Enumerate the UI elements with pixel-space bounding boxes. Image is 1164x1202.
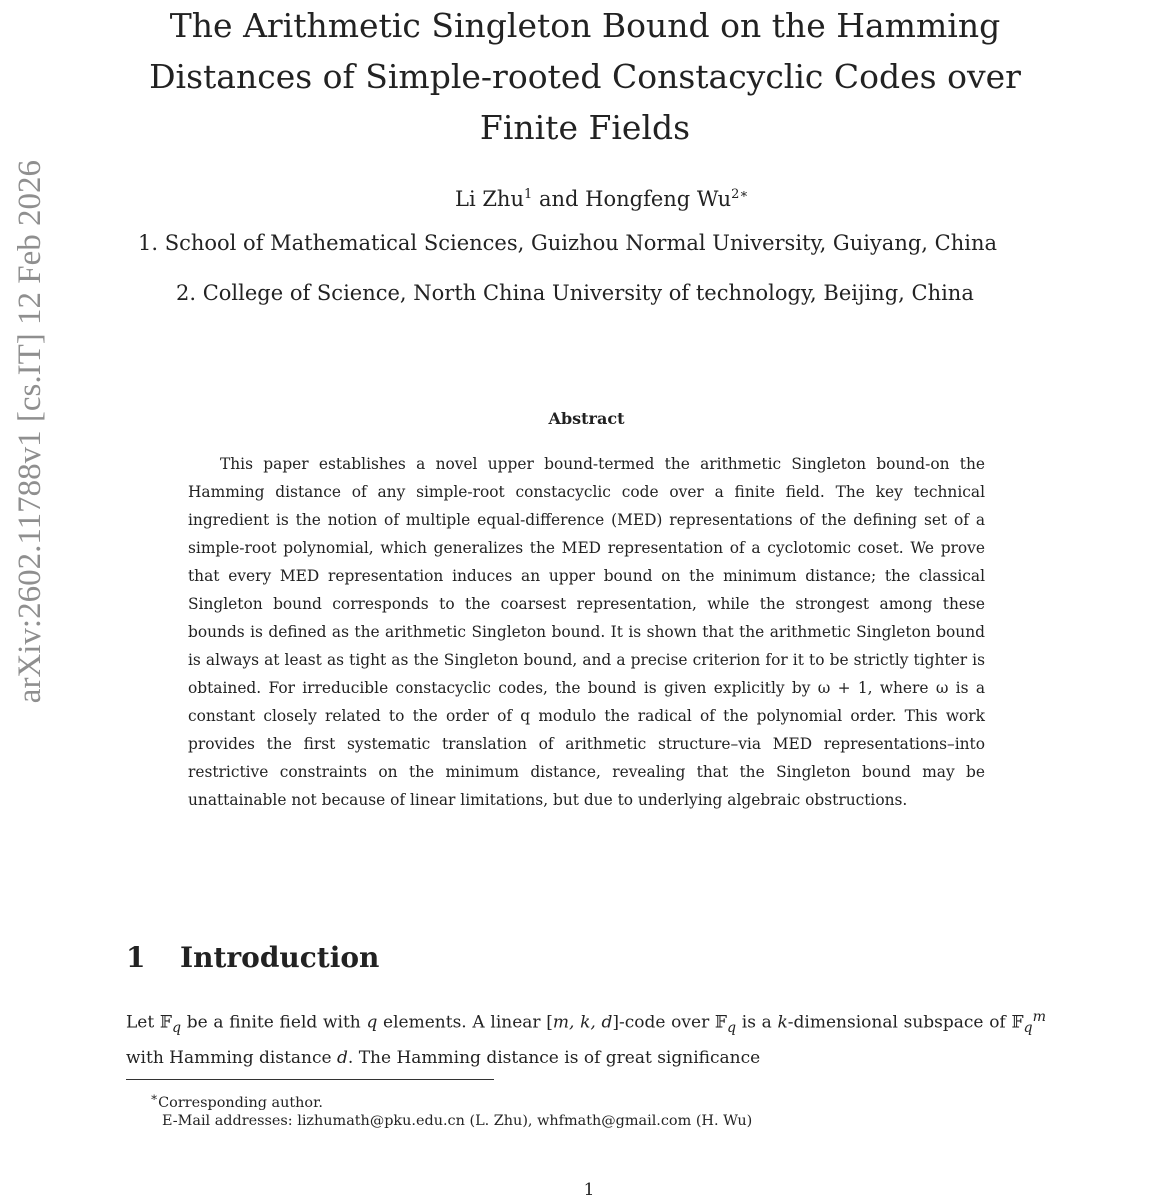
affiliation-2: 2. College of Science, North China University of technology, Beijing, China (176, 281, 974, 305)
footnote-rule (126, 1079, 494, 1080)
math-variable: q (366, 1012, 378, 1033)
footnote-mark: ∗ (150, 1090, 159, 1104)
math-field-symbol: 𝔽 (714, 1012, 727, 1033)
math-variable: k (777, 1012, 788, 1033)
intro-text: is a (736, 1012, 778, 1033)
math-superscript: m (1032, 1009, 1047, 1025)
intro-text: be a finite field with (181, 1012, 367, 1033)
math-subscript: q (171, 1020, 182, 1037)
intro-text: elements. A linear [ (377, 1012, 553, 1033)
math-field-symbol: 𝔽 (159, 1012, 172, 1033)
author-line (455, 180, 748, 214)
footnote-text: Corresponding author. (158, 1094, 323, 1111)
author-name: Hongfeng Wu (585, 187, 732, 211)
section-number: 1 (126, 941, 146, 974)
math-subscript: q (727, 1020, 737, 1037)
intro-text: -dimensional subspace of (787, 1012, 1012, 1033)
intro-text: Let (126, 1012, 160, 1033)
paper-title: The Arithmetic Singleton Bound on the Hamming Distances of Simple-rooted Constacyclic Codes over Finite Fields (149, 6, 1021, 147)
author-connector: and (538, 187, 579, 211)
intro-text: ]-code over (612, 1012, 715, 1033)
intro-paragraph (126, 1002, 1046, 1073)
affiliation-mark: 2∗ (731, 187, 749, 202)
arxiv-identifier: arXiv:2602.11788v1 [cs.IT] 12 Feb 2026 (12, 160, 48, 704)
intro-text: . The Hamming distance is of great significance (347, 1048, 761, 1069)
affiliation-mark: 1 (523, 187, 533, 202)
footnote-emails: E-Mail addresses: lizhumath@pku.edu.cn (L. Zhu), whfmath@gmail.com (H. Wu) (162, 1113, 753, 1129)
abstract-heading: Abstract (548, 409, 625, 428)
abstract-text: This paper establishes a novel upper bound-termed the arithmetic Singleton bound-on the Hamming distance of any simple-root constacyclic code over a finite field. The key technical ingredient is the notion of multiple equal-difference (MED) representations of the defining set of a simple-root polynomial, which generalizes the MED representation of a cyclotomic coset. We prove that every MED representation induces an upper bound on the minimum distance; the classical Singleton bound corresponds to the coarsest representation, while the strongest among these bounds is defined as the arithmetic Singleton bound. It is shown that the arithmetic Singleton bound is always at least as tight as the Singleton bound, and a precise criterion for it to be strictly tighter is obtained. For irreducible constacyclic codes, the bound is given explicitly by ω + 1, where ω is a constant closely related to the order of q modulo the radical of the polynomial order. This work provides the first systematic translation of arithmetic structure–via MED representations–into restrictive constraints on the minimum distance, revealing that the Singleton bound may be unattainable not because of linear limitations, but due to underlying algebraic obstructions. (188, 455, 985, 809)
math-field-symbol: 𝔽 (1011, 1012, 1024, 1033)
math-variable: m, k, d (552, 1012, 613, 1033)
section-title: Introduction (180, 941, 380, 974)
math-subscript: q (1023, 1020, 1033, 1037)
intro-text: with Hamming distance (126, 1048, 337, 1069)
section-heading (126, 936, 379, 980)
page-number: 1 (583, 1180, 595, 1200)
affiliation-1: 1. School of Mathematical Sciences, Guizhou Normal University, Guiyang, China (138, 231, 997, 255)
math-variable: d (337, 1048, 348, 1069)
author-name: Li Zhu (455, 187, 524, 211)
arxiv-sidebar (0, 160, 56, 870)
